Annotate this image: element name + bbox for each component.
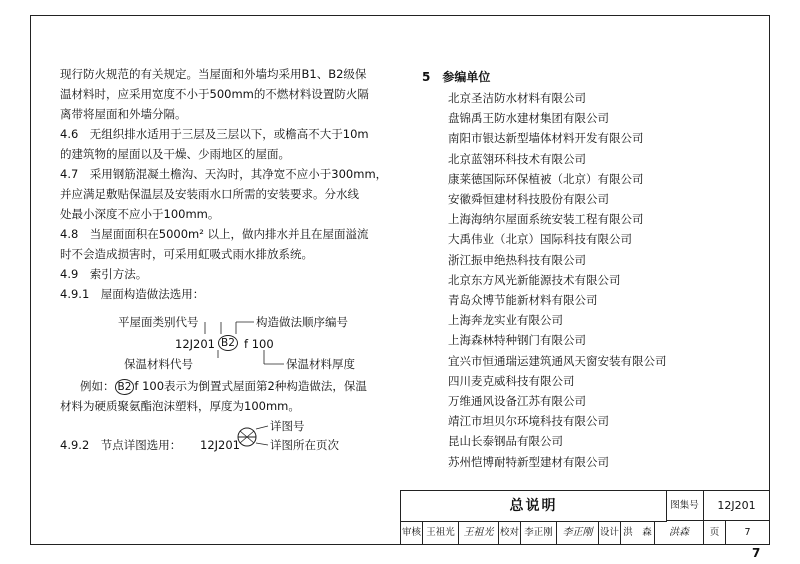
page-number: 7 bbox=[752, 546, 761, 560]
para-4-6-1: 4.6 无组织排水适用于三层及三层以下，或檐高不大于10m bbox=[60, 127, 369, 141]
company-item: 青岛众博节能新材料有限公司 bbox=[448, 293, 598, 308]
page-label: 页 bbox=[704, 521, 726, 545]
company-item: 昆山长泰钢品有限公司 bbox=[448, 434, 563, 449]
company-item: 上海森林特种钢门有限公司 bbox=[448, 333, 586, 348]
company-item: 四川麦克威科技有限公司 bbox=[448, 373, 575, 388]
para-4-7-3: 处最小深度不应小于100mm。 bbox=[60, 207, 220, 221]
para-fire-1: 现行防火规范的有关规定。当屋面和外墙均采用B1、B2级保 bbox=[60, 67, 367, 81]
company-item: 苏州恺博耐特新型建材有限公司 bbox=[448, 454, 609, 469]
example-text: f 100表示为倒置式屋面第2种构造做法，保温 bbox=[134, 379, 367, 393]
drawing-title: 总说明 bbox=[401, 491, 667, 522]
atlas-label: 图集号 bbox=[666, 491, 704, 521]
checker-name: 李正刚 bbox=[521, 521, 557, 545]
para-4-7-1: 4.7 采用钢筋混凝土檐沟、天沟时，其净宽不应小于300mm， bbox=[60, 167, 388, 181]
company-item: 浙江振申绝热科技有限公司 bbox=[448, 252, 586, 267]
reviewer-name: 王祖光 bbox=[423, 521, 459, 545]
para-4-8-2: 时不会造成损害时，可采用虹吸式雨水排放系统。 bbox=[60, 247, 313, 261]
label-detail-page: 详图所在页次 bbox=[270, 438, 339, 452]
label-construction-order: 构造做法顺序编号 bbox=[256, 315, 348, 329]
company-list bbox=[448, 88, 667, 472]
company-item: 安徽舜恒建材科技股份有限公司 bbox=[448, 192, 609, 207]
index-code-prefix: 12J201 bbox=[175, 337, 215, 351]
section-title-participants: 5 参编单位 bbox=[422, 70, 491, 84]
company-item: 万维通风设备江苏有限公司 bbox=[448, 394, 586, 409]
para-4-9: 4.9 索引方法。 bbox=[60, 267, 148, 281]
index-code-suffix: f 100 bbox=[244, 337, 274, 351]
company-item: 康莱德国际环保植被（北京）有限公司 bbox=[448, 171, 644, 186]
page-value: 7 bbox=[726, 521, 770, 545]
company-item: 北京蓝翎环科技术有限公司 bbox=[448, 151, 586, 166]
checker-signature: 李正刚 bbox=[557, 521, 599, 545]
label-detail-number: 详图号 bbox=[270, 419, 305, 433]
title-block bbox=[400, 490, 769, 544]
company-item: 靖江市坦贝尔环境科技有限公司 bbox=[448, 414, 609, 429]
designer-signature: 洪森 bbox=[655, 521, 704, 545]
label-insulation-code: 保温材料代号 bbox=[124, 357, 193, 371]
design-label: 设计 bbox=[599, 521, 621, 545]
para-fire-2: 温材料时，应采用宽度不小于500mm的不燃材料设置防火隔 bbox=[60, 87, 369, 101]
example-line-2: 材料为硬质聚氨酯泡沫塑料，厚度为100mm。 bbox=[60, 399, 300, 413]
para-4-8-1: 4.8 当屋面面积在5000m² 以上，做内排水并且在屋面溢流 bbox=[60, 227, 369, 241]
check-label: 校对 bbox=[499, 521, 521, 545]
company-item: 宜兴市恒通瑞运建筑通风天窗安装有限公司 bbox=[448, 353, 667, 368]
label-roof-type: 平屋面类别代号 bbox=[118, 315, 199, 329]
para-4-7-2: 并应满足敷贴保温层及安装雨水口所需的安装要求。分水线 bbox=[60, 187, 359, 201]
para-4-9-2: 4.9.2 节点详图选用： bbox=[60, 438, 182, 452]
company-item: 上海海纳尔屋面系统安装工程有限公司 bbox=[448, 212, 644, 227]
company-item: 北京东方风光新能源技术有限公司 bbox=[448, 272, 621, 287]
para-fire-3: 离带将屋面和外墙分隔。 bbox=[60, 107, 187, 121]
review-label: 审核 bbox=[401, 521, 423, 545]
para-4-9-1: 4.9.1 屋面构造做法选用： bbox=[60, 287, 205, 301]
company-item: 北京圣洁防水材料有限公司 bbox=[448, 91, 586, 105]
detail-code: 12J201 bbox=[200, 438, 240, 452]
company-item: 盘锦禹王防水建材集团有限公司 bbox=[448, 111, 609, 126]
example-circle: B2 bbox=[115, 379, 135, 395]
company-item: 大禹伟业（北京）国际科技有限公司 bbox=[448, 232, 632, 247]
company-item: 南阳市银达新型墙体材料开发有限公司 bbox=[448, 131, 644, 146]
para-4-6-2: 的建筑物的屋面以及干燥、少雨地区的屋面。 bbox=[60, 147, 290, 161]
company-item: 上海奔龙实业有限公司 bbox=[448, 313, 563, 328]
atlas-number: 12J201 bbox=[704, 491, 770, 521]
example-prefix: 例如： bbox=[80, 379, 115, 393]
label-insulation-thickness: 保温材料厚度 bbox=[286, 357, 355, 371]
designer-name: 洪 森 bbox=[621, 521, 655, 545]
reviewer-signature: 王祖光 bbox=[459, 521, 499, 545]
index-code-circle: B2 bbox=[218, 335, 238, 351]
